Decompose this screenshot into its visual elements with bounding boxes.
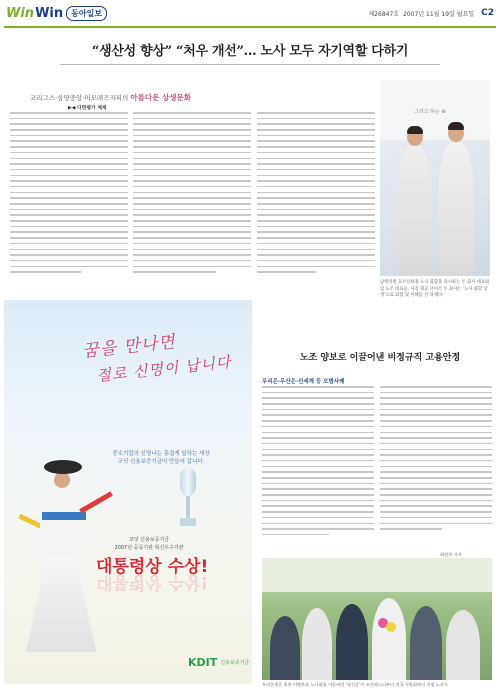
kodit-logo-mark: KDIT <box>188 656 218 669</box>
article1-kicker: ▶◀ 다면평가 체제 <box>68 106 107 111</box>
article2-column-1 <box>262 386 374 540</box>
ad-award-reflection: 대통령상 수상! <box>96 572 209 592</box>
article1-subtitle <box>30 92 191 103</box>
article1-column-2 <box>133 112 251 292</box>
paper-logo: 동아일보 <box>66 6 107 21</box>
photo-sign-text: 그리고 하는 ⊕ <box>414 109 446 115</box>
ad-corp-text <box>104 536 194 552</box>
brand-win-blue: Win <box>35 5 64 21</box>
main-headline: “생산성 향상” “처우 개선”… 노사 모두 자기역할 다하기 <box>91 44 409 59</box>
headline-divider <box>60 64 440 65</box>
kodit-logo <box>188 656 249 669</box>
article1-photo <box>380 80 490 276</box>
dancer-illustration <box>18 420 102 680</box>
kodit-logo-name: 신용보증기금 <box>220 660 250 666</box>
masthead-rule <box>4 26 496 28</box>
article1-subtitle-em: 아름다운 상생문화 <box>130 93 191 102</box>
article1-subtitle-prefix: 코리그스·삼양중앙·미모래즈자피의 <box>30 94 129 102</box>
ad-corp-line: 코딧 신용보증기금 <box>128 537 170 543</box>
ad-script-line-1: 꿈을 만나면 <box>81 332 177 362</box>
page-number: C2 <box>481 8 494 18</box>
ad-script-line-2: 절로 신명이 납니다 <box>95 352 233 386</box>
ad-award-text: 대통령상 수상! <box>96 557 209 577</box>
article2-photo-caption: 우리은행은 위한 이벤트를 노사화합 이끌어낸 ‘형신군’이 조선레스더부터 전국 지원회에서 선정 노사가 <box>262 682 448 687</box>
brand-win-green: Win <box>6 5 35 21</box>
article2-column-2 <box>380 386 492 534</box>
ad-copy <box>96 450 226 466</box>
article1-column-1 <box>10 112 128 292</box>
trophy-illustration <box>176 468 200 534</box>
article2-subtitle <box>262 377 344 385</box>
article2-credit: 최원희 기자 <box>440 552 462 557</box>
issue-number: 제26847호 <box>368 10 400 18</box>
article2-subtitle-name: 우리은·우산은·신세계 등 모범사례 <box>262 379 345 385</box>
article2-title: 노조 양보로 이끌어낸 비정규직 고용안정 <box>299 353 461 363</box>
article2-photo <box>262 558 492 680</box>
article1-photo-caption: 남영의원 모브산하종 노사 화합을 과시하는 두 회사 대표와 임 노조 대표들. 사진 제공 브이코 두 회사는 ‘노사 화합 상생’으로 화합 및 이해를 상 과제다. <box>380 280 490 298</box>
masthead <box>0 0 500 26</box>
ad-copy-line: 중소기업의 신명나는 흥겹게 일하는 세상 <box>112 451 210 457</box>
ad-copy-line: 코딧 신용보증기금이 만들어 갑니다. <box>117 459 205 465</box>
article1-column-3 <box>257 112 375 292</box>
kodit-advertisement[interactable] <box>4 300 252 684</box>
issue-info <box>368 8 494 18</box>
issue-date: 2007년 11월 19일 월요일 <box>403 10 475 18</box>
ad-corp-line: 2007년 공공기관 혁신우수기관 <box>114 545 184 551</box>
